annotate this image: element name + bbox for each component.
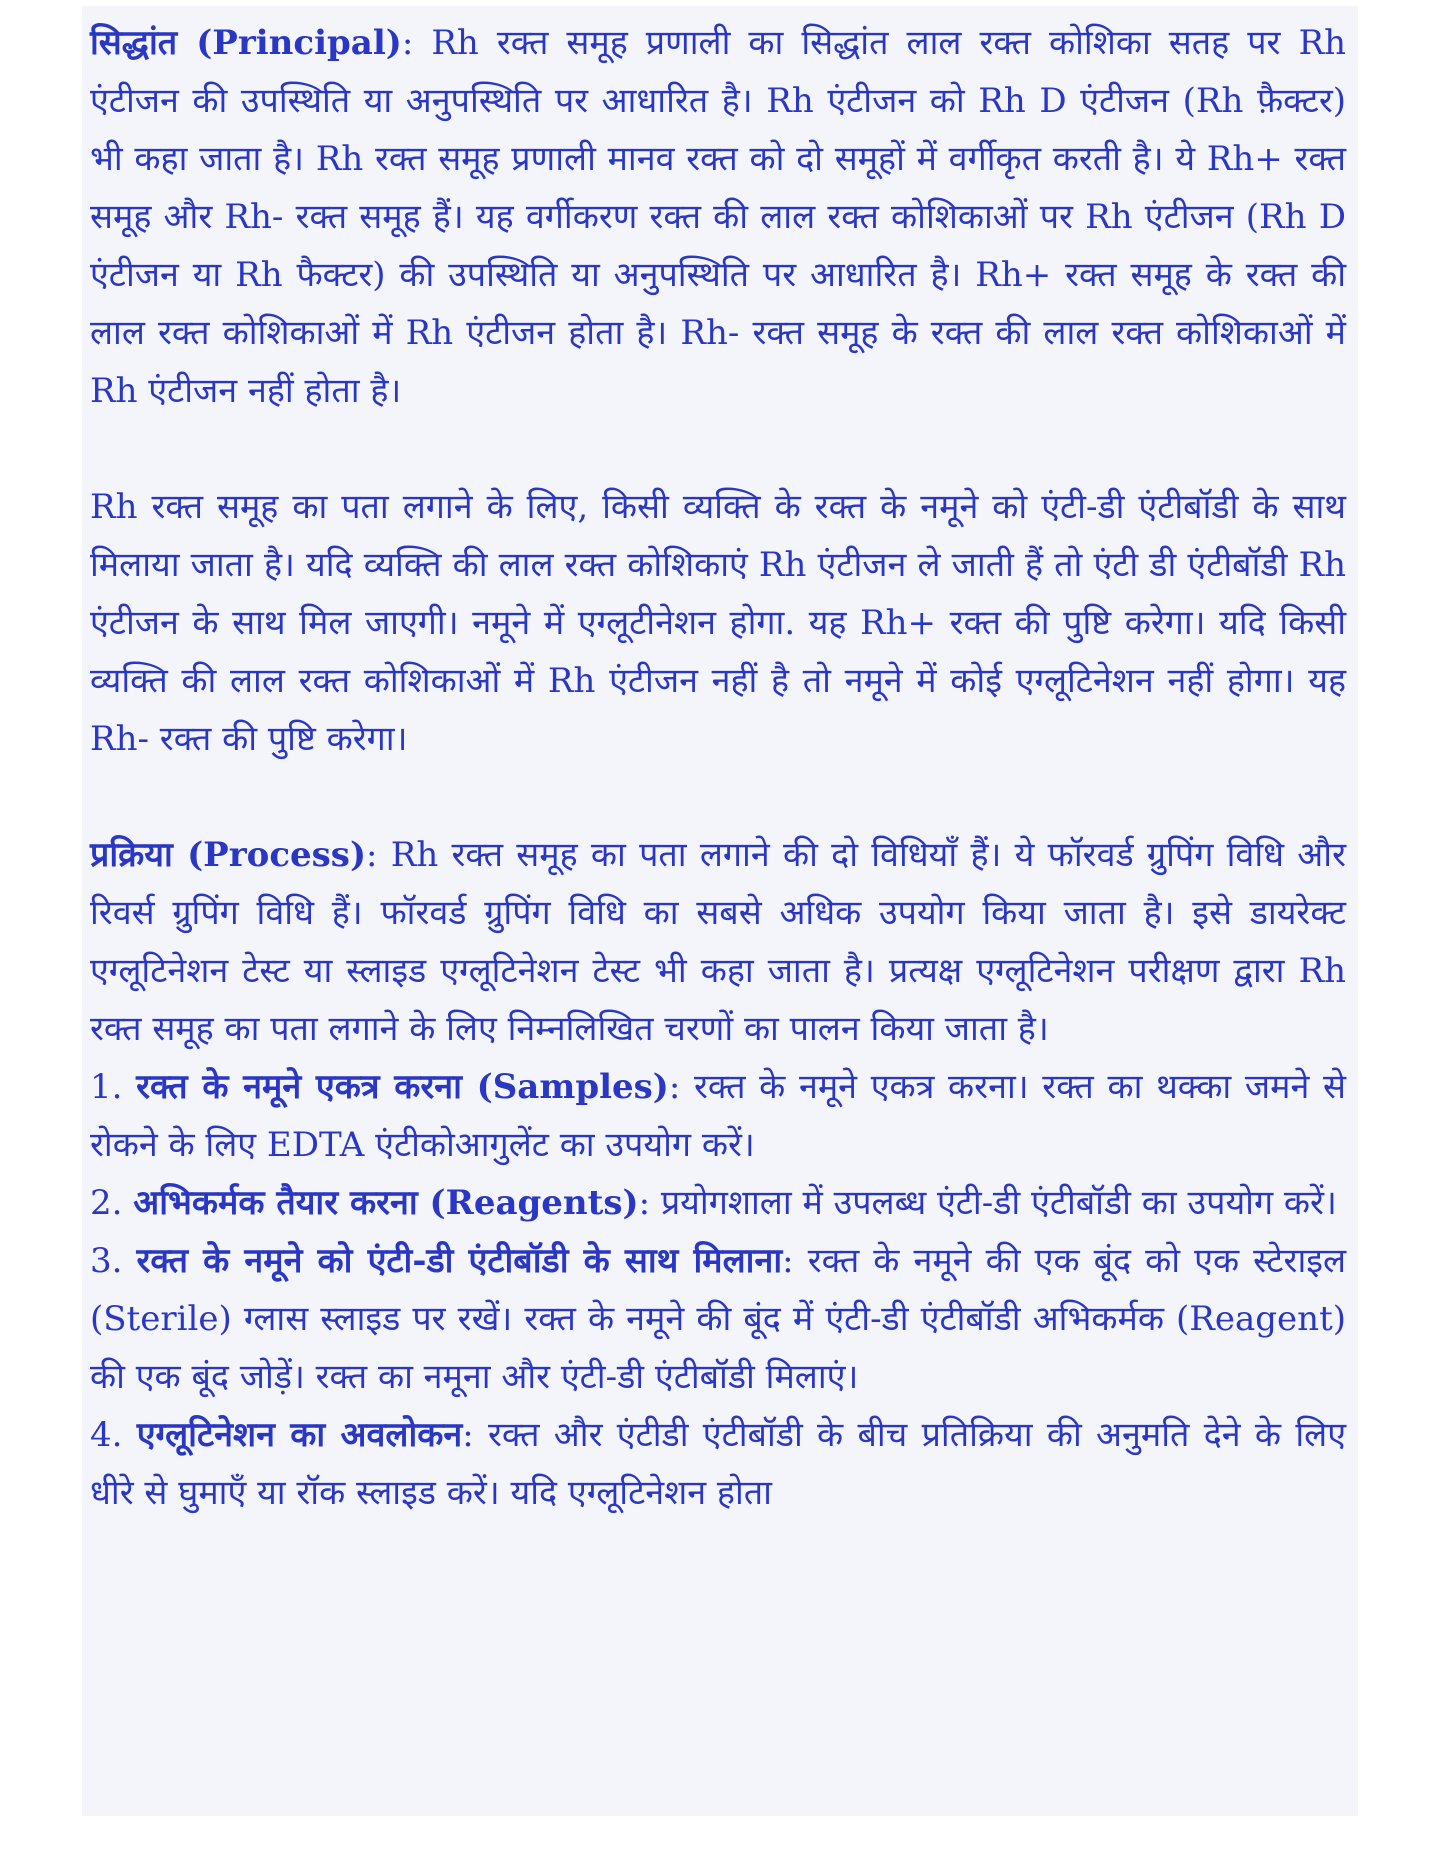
step-3-title: रक्त के नमूने को एंटी-डी एंटीबॉडी के साथ मिलाना [136, 1241, 783, 1281]
step-3-text: : रक्त के नमूने की एक बूंद को एक स्टेराइल (Sterile) ग्लास स्लाइड पर रखें। रक्त के नमूने की बूंद में एंटी-डी एंटीबॉडी अभिकर्मक (Reagent) की एक बूंद जोड़ें। रक्त का नमूना और एंटी-डी एंटीबॉडी मिलाएं। [90, 1241, 1347, 1397]
step-2-text: : प्रयोगशाला में उपलब्ध एंटी-डी एंटीबॉडी का उपयोग करें। [638, 1183, 1337, 1223]
step-3-number: 3. [90, 1241, 137, 1281]
principle-text: : Rh रक्त समूह प्रणाली का सिद्धांत लाल रक्त कोशिका सतह पर Rh एंटीजन की उपस्थिति या अनुपस्थिति पर आधारित है। Rh एंटीजन को Rh D एंटीजन (Rh फ़ैक्टर) भी कहा जाता है। Rh रक्त समूह प्रणाली मानव रक्त को दो समूहों में वर्गीकृत करती है। ये Rh+ रक्त समूह और Rh- रक्त समूह हैं। यह वर्गीकरण रक्त की लाल रक्त कोशिकाओं पर Rh एंटीजन (Rh D एंटीजन या Rh फैक्टर) की उपस्थिति या अनुपस्थिति पर आधारित है। Rh+ रक्त समूह के रक्त की लाल रक्त कोशिकाओं में Rh एंटीजन होता है। Rh- रक्त समूह के रक्त की लाल रक्त कोशिकाओं में Rh एंटीजन नहीं होता है। [90, 23, 1346, 411]
process-paragraph [90, 826, 1346, 1058]
principle-paragraph [90, 14, 1346, 420]
paragraph-gap [90, 420, 1346, 478]
paragraph-gap [90, 768, 1346, 826]
step-4-number: 4. [90, 1415, 137, 1455]
process-heading: प्रक्रिया (Process) [90, 835, 367, 875]
principle-heading: सिद्धांत (Principal) [90, 23, 402, 63]
step-1-text: : रक्त के नमूने एकत्र करना। रक्त का थक्का जमने से रोकने के लिए EDTA एंटीकोआगुलेंट का उपयोग करें। [90, 1067, 1346, 1165]
step-1 [90, 1058, 1346, 1174]
step-4 [90, 1406, 1346, 1522]
document-page [82, 6, 1358, 1816]
step-2 [90, 1174, 1346, 1232]
step-2-title: अभिकर्मक तैयार करना (Reagents) [133, 1183, 639, 1223]
step-1-number: 1. [90, 1067, 137, 1107]
step-1-title: रक्त के नमूने एकत्र करना (Samples) [136, 1067, 669, 1107]
step-4-text: : रक्त और एंटीडी एंटीबॉडी के बीच प्रतिक्रिया की अनुमति देने के लिए धीरे से घुमाएँ या रॉक स्लाइड करें। यदि एग्लूटिनेशन होता [90, 1415, 1346, 1513]
step-4-title: एग्लूटिनेशन का अवलोकन [136, 1415, 463, 1455]
detection-text: Rh रक्त समूह का पता लगाने के लिए, किसी व्यक्ति के रक्त के नमूने को एंटी-डी एंटीबॉडी के साथ मिलाया जाता है। यदि व्यक्ति की लाल रक्त कोशिकाएं Rh एंटीजन ले जाती हैं तो एंटी डी एंटीबॉडी Rh एंटीजन के साथ मिल जाएगी। नमूने में एग्लूटीनेशन होगा. यह Rh+ रक्त की पुष्टि करेगा। यदि किसी व्यक्ति की लाल रक्त कोशिकाओं में Rh एंटीजन नहीं है तो नमूने में कोई एग्लूटिनेशन नहीं होगा। यह Rh- रक्त की पुष्टि करेगा। [90, 487, 1346, 759]
document-body [82, 6, 1358, 1522]
step-3 [90, 1232, 1346, 1406]
detection-paragraph [90, 478, 1346, 768]
process-text: : Rh रक्त समूह का पता लगाने की दो विधियाँ हैं। ये फॉरवर्ड ग्रुपिंग विधि और रिवर्स ग्रुपिंग विधि हैं। फॉरवर्ड ग्रुपिंग विधि का सबसे अधिक उपयोग किया जाता है। इसे डायरेक्ट एग्लूटिनेशन टेस्ट या स्लाइड एग्लूटिनेशन टेस्ट भी कहा जाता है। प्रत्यक्ष एग्लूटिनेशन परीक्षण द्वारा Rh रक्त समूह का पता लगाने के लिए निम्नलिखित चरणों का पालन किया जाता है। [90, 835, 1346, 1049]
step-2-number: 2. [90, 1183, 134, 1223]
